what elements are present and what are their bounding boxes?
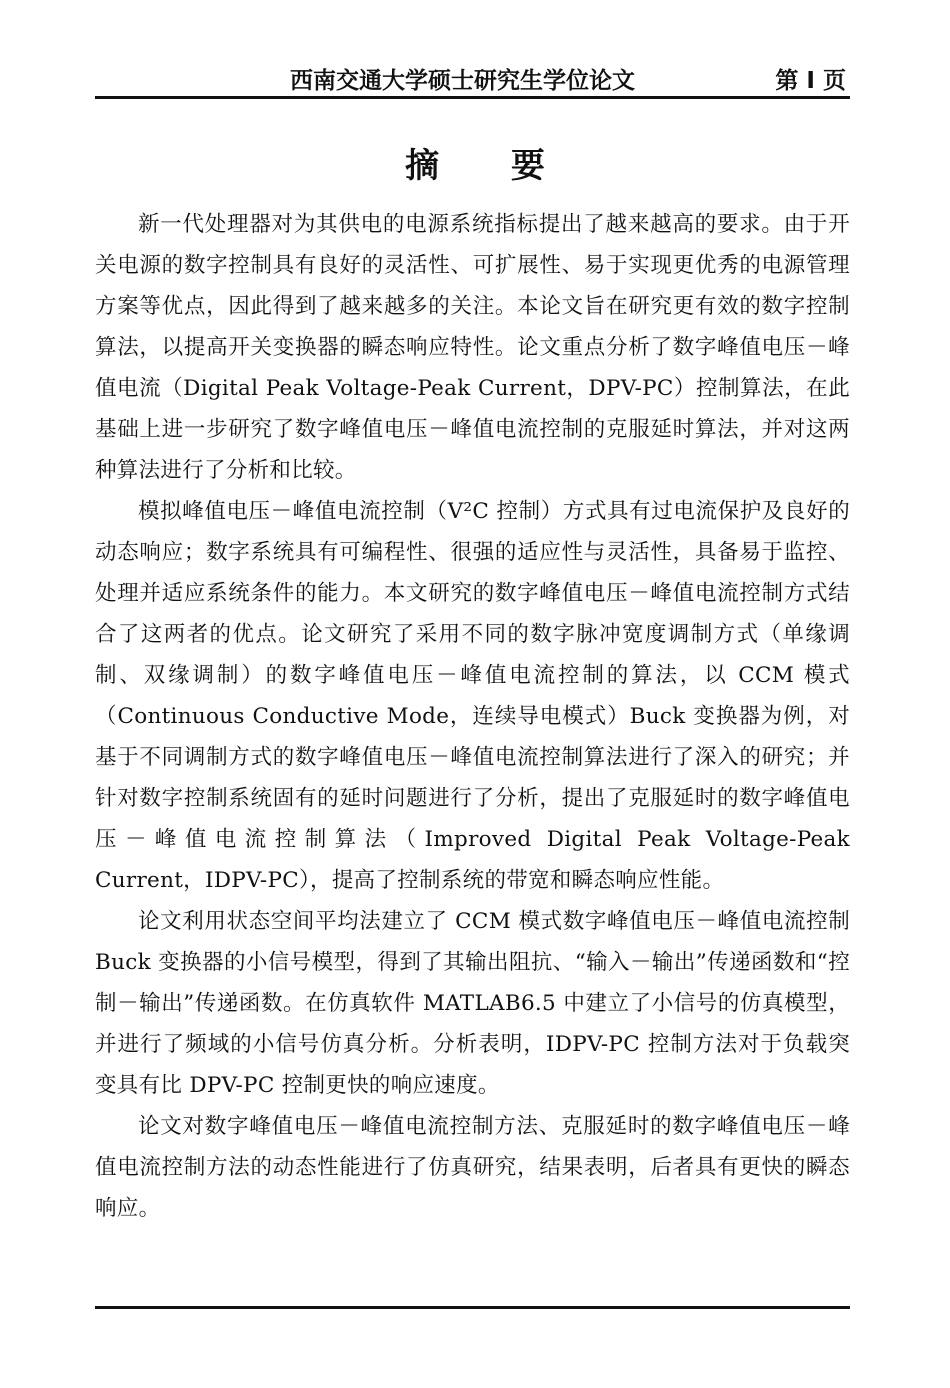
abstract-title: 摘 要 <box>405 146 575 186</box>
abstract-paragraph-3: 论文利用状态空间平均法建立了 CCM 模式数字峰值电压－峰值电流控制 Buck 变换器的小信号模型，得到了其输出阻抗、“输入－输出”传递函数和“控制－输出”传递函数。在仿真软件 MATLAB6.5 中建立了小信号的仿真模型，并进行了频域的小信号仿真分析。分析表明，IDPV-PC 控制方法对于负载突变具有比 DPV-PC 控制更快的响应速度。 <box>95 909 850 1098</box>
footer-rule <box>95 1306 850 1309</box>
abstract-paragraph-4: 论文对数字峰值电压－峰值电流控制方法、克服延时的数字峰值电压－峰值电流控制方法的动态性能进行了仿真研究，结果表明，后者具有更快的瞬态响应。 <box>95 1114 850 1221</box>
header-title: 西南交通大学硕士研究生学位论文 <box>290 68 635 94</box>
page-number: 第 I 页 <box>775 68 846 94</box>
header-rule <box>95 96 850 99</box>
page-header <box>95 60 850 94</box>
abstract-paragraph-1: 新一代处理器对为其供电的电源系统指标提出了越来越高的要求。由于开关电源的数字控制具有良好的灵活性、可扩展性、易于实现更优秀的电源管理方案等优点，因此得到了越来越多的关注。本论文旨在研究更有效的数字控制算法，以提高开关变换器的瞬态响应特性。论文重点分析了数字峰值电压－峰值电流（Digital Peak Voltage-Peak Current，DPV-PC）控制算法，在此基础上进一步研究了数字峰值电压－峰值电流控制的克服延时算法，并对这两种算法进行了分析和比较。 <box>95 212 850 483</box>
abstract-body <box>95 204 850 1229</box>
abstract-paragraph-2: 模拟峰值电压－峰值电流控制（V²C 控制）方式具有过电流保护及良好的动态响应；数字系统具有可编程性、很强的适应性与灵活性，具备易于监控、处理并适应系统条件的能力。本文研究的数字峰值电压－峰值电流控制方式结合了这两者的优点。论文研究了采用不同的数字脉冲宽度调制方式（单缘调制、双缘调制）的数字峰值电压－峰值电流控制的算法，以 CCM 模式（Continuous Conductive Mode，连续导电模式）Buck 变换器为例，对基于不同调制方式的数字峰值电压－峰值电流控制算法进行了深入的研究；并针对数字控制系统固有的延时问题进行了分析，提出了克服延时的数字峰值电压－峰值电流控制算法（Improved Digital Peak Voltage-Peak Current，IDPV-PC），提高了控制系统的带宽和瞬态响应性能。 <box>95 499 850 893</box>
